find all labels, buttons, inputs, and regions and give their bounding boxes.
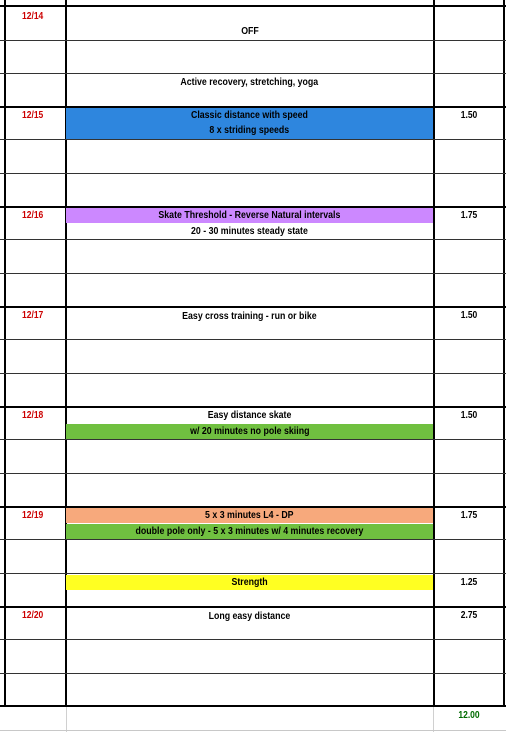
row-border xyxy=(0,339,506,340)
workout-detail-green: w/ 20 minutes no pole skiing xyxy=(66,424,433,439)
date-label: 12/20 xyxy=(22,610,44,621)
date-label: 12/14 xyxy=(22,11,44,22)
date-label: 12/15 xyxy=(22,110,44,121)
date-label: 12/17 xyxy=(22,310,44,321)
workout-cell-purple: Skate Threshold - Reverse Natural intervals xyxy=(66,208,433,223)
hours-value: 1.50 xyxy=(460,310,478,321)
row-border xyxy=(0,239,506,240)
workout-cell-orange: 5 x 3 minutes L4 - DP xyxy=(66,508,433,523)
hours-value: 1.25 xyxy=(460,577,478,588)
row-border xyxy=(0,173,506,174)
row-border xyxy=(0,439,506,440)
date-label: 12/19 xyxy=(22,510,44,521)
row-border xyxy=(0,40,506,41)
row-border xyxy=(0,73,506,74)
row-border xyxy=(0,705,506,707)
hours-value: 1.50 xyxy=(460,110,478,121)
row-border xyxy=(0,306,506,308)
footer-gridline xyxy=(66,706,67,732)
date-label: 12/18 xyxy=(22,410,44,421)
row-border xyxy=(0,273,506,274)
date-label: 12/16 xyxy=(22,210,44,221)
row-border xyxy=(0,673,506,674)
total-hours: 12.00 xyxy=(458,710,480,721)
row-border xyxy=(0,139,506,140)
workout-cell: Easy distance skate xyxy=(207,410,292,421)
row-border xyxy=(0,639,506,640)
hours-value: 1.50 xyxy=(460,410,478,421)
row-border xyxy=(0,373,506,374)
workout-detail: 20 - 30 minutes steady state xyxy=(191,226,308,237)
workout-cell: Easy cross training - run or bike xyxy=(182,311,317,322)
hours-value: 1.75 xyxy=(460,510,478,521)
footer-gridline xyxy=(0,730,506,731)
workout-cell: OFF xyxy=(240,26,259,37)
hours-value: 1.75 xyxy=(460,210,478,221)
workout-cell-blue: Classic distance with speed 8 x striding speeds xyxy=(66,108,433,139)
row-border xyxy=(0,5,506,7)
row-border xyxy=(0,539,506,540)
workout-cell: Long easy distance xyxy=(208,611,291,622)
hours-value: 2.75 xyxy=(460,610,478,621)
workout-cell-yellow: Strength xyxy=(66,575,433,590)
row-border xyxy=(0,573,506,574)
workout-note: Active recovery, stretching, yoga xyxy=(180,77,319,88)
row-border xyxy=(0,473,506,474)
workout-detail-green: double pole only - 5 x 3 minutes w/ 4 minutes recovery xyxy=(66,524,433,539)
footer-gridline xyxy=(433,706,434,732)
row-border xyxy=(0,606,506,608)
